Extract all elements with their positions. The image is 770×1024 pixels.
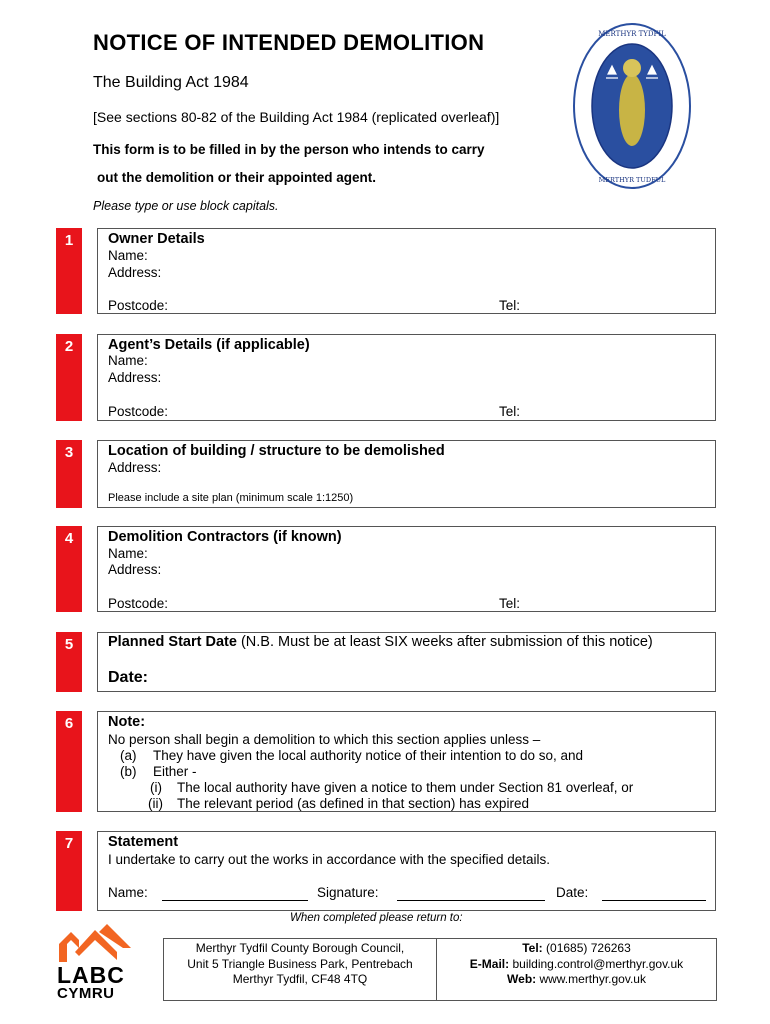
owner-details-section xyxy=(97,228,716,314)
contractors-heading: Demolition Contractors (if known) xyxy=(108,529,342,545)
owner-name-field[interactable]: Name: xyxy=(108,248,148,263)
statement-signature-label: Signature: xyxy=(317,885,379,900)
start-date-note: (N.B. Must be at least SIX weeks after submission of this notice) xyxy=(236,634,653,650)
instruction-line-1: This form is to be filled in by the person who intends to carry xyxy=(93,142,485,157)
building-location-section xyxy=(97,440,716,508)
owner-postcode-field[interactable]: Postcode: xyxy=(108,298,169,313)
note-item-b-label: (b) xyxy=(120,764,137,779)
section-number-1: 1 xyxy=(56,228,82,314)
web-value[interactable]: www.merthyr.gov.uk xyxy=(536,972,646,986)
labc-cymru-logo xyxy=(57,924,147,1002)
address-line-3: Merthyr Tydfil, CF48 4TQ xyxy=(232,972,368,986)
building-location-heading: Location of building / structure to be demolished xyxy=(108,443,445,459)
building-address-field[interactable]: Address: xyxy=(108,460,162,475)
sections-reference: [See sections 80-82 of the Building Act 1984 (replicated overleaf)] xyxy=(93,109,500,125)
contractor-postcode-field[interactable]: Postcode: xyxy=(108,596,169,611)
contact-web xyxy=(437,972,716,988)
contact-box xyxy=(163,938,717,1001)
start-date-field[interactable]: Date: xyxy=(108,669,149,686)
statement-signature-field[interactable] xyxy=(397,888,545,906)
contractors-section xyxy=(97,526,716,612)
owner-details-heading: Owner Details xyxy=(108,231,205,247)
section-number-2: 2 xyxy=(56,334,82,421)
site-plan-note: Please include a site plan (minimum scale 1:1250) xyxy=(108,492,354,504)
section-number-7: 7 xyxy=(56,831,82,911)
owner-address-field[interactable]: Address: xyxy=(108,265,162,280)
labc-logo-line1: LABC xyxy=(57,962,125,988)
council-address xyxy=(164,939,437,1000)
statement-text: I undertake to carry out the works in accordance with the specified details. xyxy=(108,852,550,867)
tel-value[interactable]: (01685) 726263 xyxy=(542,941,631,955)
agent-tel-field[interactable]: Tel: xyxy=(499,404,521,419)
start-date-heading: Planned Start Date xyxy=(108,634,237,650)
note-item-b-text: Either - xyxy=(153,764,197,779)
web-label: Web: xyxy=(507,972,537,986)
agent-address-field[interactable]: Address: xyxy=(108,370,162,385)
note-item-ii-label: (ii) xyxy=(148,796,163,811)
agent-name-field[interactable]: Name: xyxy=(108,353,148,368)
note-section xyxy=(97,711,716,812)
contractor-name-field[interactable]: Name: xyxy=(108,546,148,561)
tel-label: Tel: xyxy=(522,941,543,955)
address-line-2: Unit 5 Triangle Business Park, Pentrebach xyxy=(187,956,413,971)
note-item-a-label: (a) xyxy=(120,748,137,763)
agent-details-heading: Agent’s Details (if applicable) xyxy=(108,337,310,353)
note-item-i-text: The local authority have given a notice to them under Section 81 overleaf, or xyxy=(177,780,634,795)
council-seal xyxy=(570,20,694,192)
section-number-3: 3 xyxy=(56,440,82,508)
contractor-tel-field[interactable]: Tel: xyxy=(499,596,521,611)
svg-text:MERTHYR TUDFUL: MERTHYR TUDFUL xyxy=(598,176,666,184)
statement-name-field[interactable] xyxy=(162,888,308,906)
statement-heading: Statement xyxy=(108,834,179,850)
block-capitals-note: Please type or use block capitals. xyxy=(93,199,279,213)
labc-logo-line2: CYMRU xyxy=(57,985,115,1002)
contact-tel xyxy=(437,941,716,957)
contact-email xyxy=(437,957,716,973)
instruction-line-2: out the demolition or their appointed agent. xyxy=(97,170,376,185)
svg-text:MERTHYR TYDFIL: MERTHYR TYDFIL xyxy=(598,30,666,38)
page-title: NOTICE OF INTENDED DEMOLITION xyxy=(93,30,485,55)
start-date-heading-line xyxy=(108,634,653,650)
statement-date-label: Date: xyxy=(556,885,589,900)
note-line-1: No person shall begin a demolition to which this section applies unless – xyxy=(108,732,541,747)
council-contacts xyxy=(437,939,716,1000)
statement-name-label: Name: xyxy=(108,885,148,900)
section-number-6: 6 xyxy=(56,711,82,812)
section-number-4: 4 xyxy=(56,526,82,612)
agent-details-section xyxy=(97,334,716,421)
address-line-1: Merthyr Tydfil County Borough Council, xyxy=(195,941,405,955)
note-heading: Note: xyxy=(108,714,146,730)
contractor-address-field[interactable]: Address: xyxy=(108,562,162,577)
statement-date-field[interactable] xyxy=(602,888,706,906)
email-label: E-Mail: xyxy=(469,956,510,971)
note-item-i-label: (i) xyxy=(150,780,162,795)
note-item-ii-text: The relevant period (as defined in that section) has expired xyxy=(177,796,529,811)
email-value[interactable]: building.control@merthyr.gov.uk xyxy=(509,956,684,971)
start-date-section xyxy=(97,632,716,692)
agent-postcode-field[interactable]: Postcode: xyxy=(108,404,169,419)
statement-section xyxy=(97,831,716,911)
note-item-a-text: They have given the local authority notice of their intention to do so, and xyxy=(153,748,584,763)
labc-roof-icon xyxy=(57,924,147,964)
act-subtitle: The Building Act 1984 xyxy=(93,74,249,91)
return-note: When completed please return to: xyxy=(290,912,463,924)
owner-tel-field[interactable]: Tel: xyxy=(499,298,521,313)
section-number-5: 5 xyxy=(56,632,82,692)
